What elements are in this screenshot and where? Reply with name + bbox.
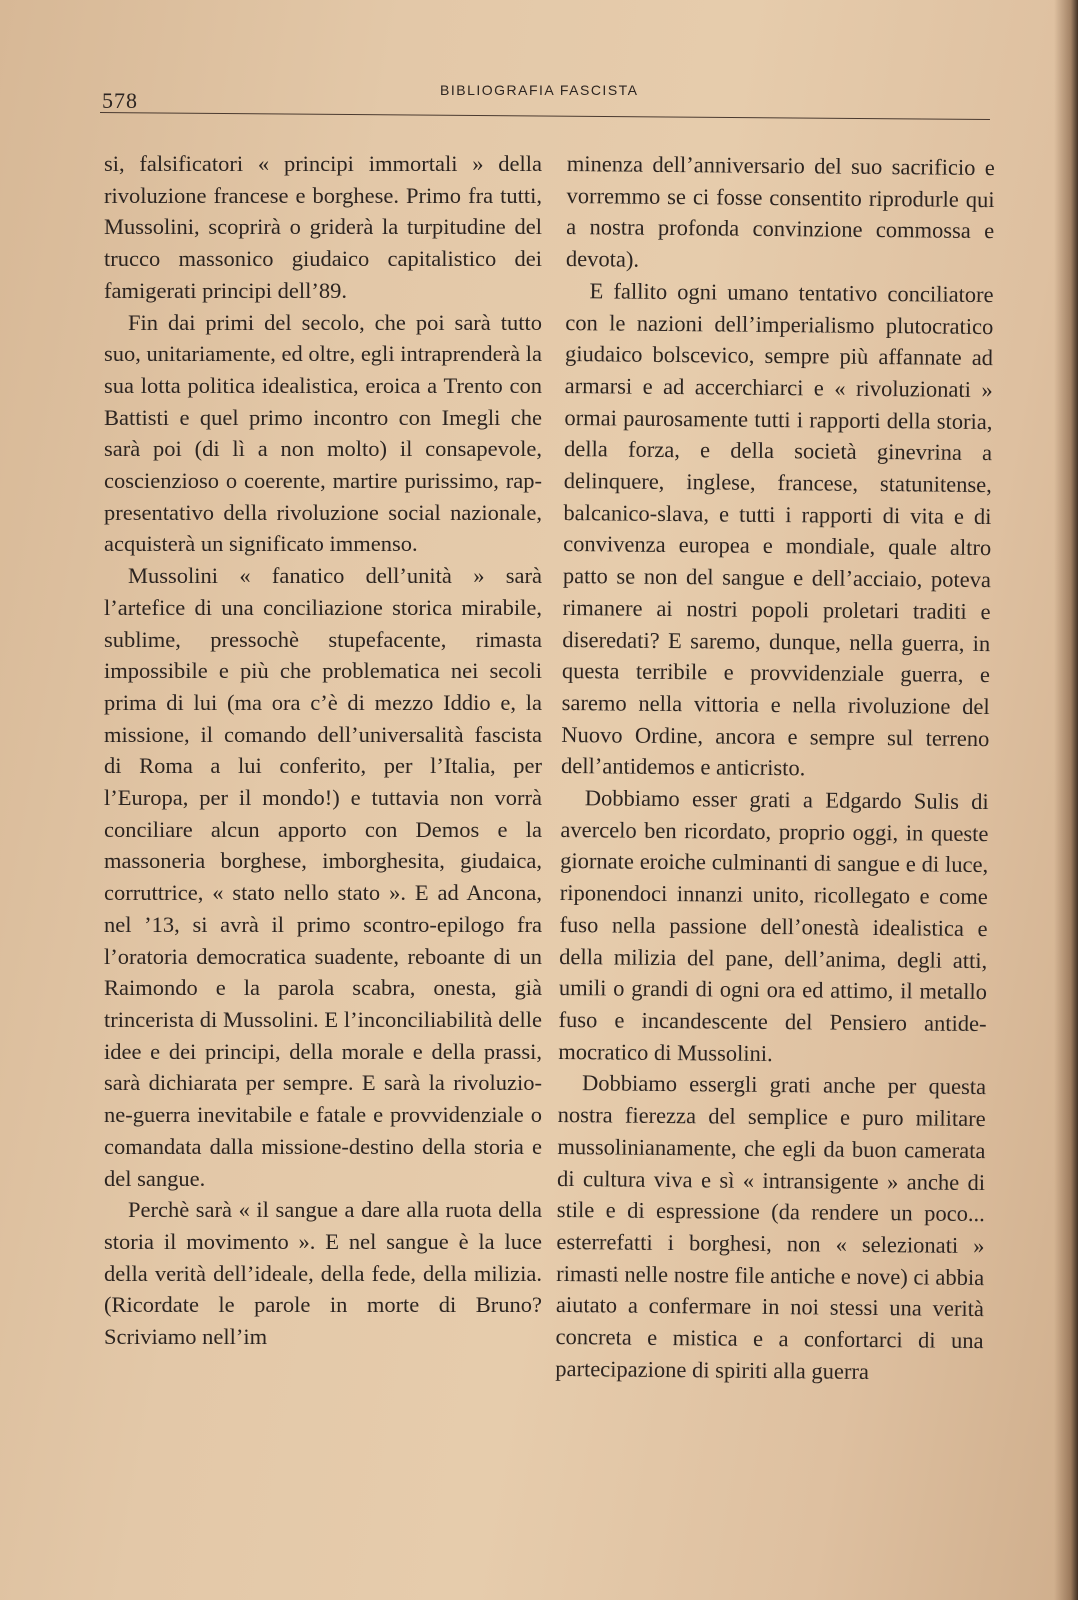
page-edge-shadow [1054,0,1078,1600]
paragraph: Mussolini « fanatico dell’unità » sarà l’artefice di una conciliazione storica mirabile, sublime, pressochè stupefacente, rimasta impossibile e più che problematica nei secoli prima di lui (ma ora c’è di mezzo Iddio e, la missione, il comando dell’universalità fascista di Roma a lui conferito, per l’Italia, per l’Europa, per il mondo!) e tuttavia non vorrà conciliare alcun apporto con Demos e la massoneria borghese, imborghesita, giudaica, corruttrice, « stato nello stato ». E ad Ancona, nel ’13, si avrà il primo scontro-epilogo fra l’oratoria democratica suadente, reboante di un Raimondo e la parola scabra, onesta, già trincerista di Mussolini. E l’inconciliabilità delle idee e dei principi, della morale e della prassi, sarà dichiarata per sempre. E sarà la rivoluzione-guerra inevitabile e fatale e provvidenziale o comandata dalla missione-destino della storia e del sangue. [104,563,542,1191]
left-column [104,148,542,1353]
page-number: 578 [102,88,138,113]
running-head: BIBLIOGRAFIA FASCISTA [440,82,639,98]
right-column [555,148,995,1388]
paragraph: Dobbiamo essergli grati anche per questa nostra fierezza del semplice e puro militare mussolinianamente, che egli da buon camerata di cultura viva e sì « intransigente » anche di stile e di espressione (da rendere un poco... esterrefatti i borghesi, non « selezionati » rimasti nelle nostre file antiche e nove) ci abbia aiutato a confermare in noi stessi una verità concreta e mistica e a confortarci di una partecipazione di spiriti alla guerra [555,1070,987,1384]
paragraph: Perchè sarà « il sangue a dare alla ruota della storia il movimento ». E nel sangue è la luce della verità dell’ideale, della fede, della milizia. (Ricordate le parole in morte di Bruno? Scriviamo nell’im [104,1197,542,1350]
paragraph: minenza dell’anniversario del suo sacrificio e vorremmo se ci fosse consentito riprodurle qui a nostra profonda convinzione commossa e devota). [565,150,995,272]
paragraph: Dobbiamo esser grati a Edgardo Sulis di avercelo ben ricordato, proprio oggi, in queste giornate eroiche culminanti di sangue e di luce, riponendoci innanzi unito, ricollegato e come fuso nella passione dell’onestà idealistica e della milizia del pane, dell’anima, degli atti, umili o grandi di ogni ora ed attimo, il metallo fuso e incandescente del Pensiero antidemocratico di Mussolini. [558,785,989,1066]
paragraph: E fallito ogni umano tentativo conciliatore con le nazioni dell’imperialismo plutocratico giudaico bolscevico, sempre più affannate ad armarsi e ad accerchiarci e « rivoluzionati » ormai paurosamente tutti i rapporti della storia, della forza, e della società ginevrina a delinquere, inglese, francese, statunitense, balcanico-slava, e tutti i rapporti di vita e di convivenza europea e mondiale, quale altro patto se non del sangue e dell’acciaio, poteva rimanere ai nostri popoli proletari traditi e diseredati? E saremo, dunque, nella guerra, in questa terribile e provvidenziale guerra, e saremo nella vittoria e nella rivoluzione del Nuovo Ordine, ancora e sempre sul terreno dell’antidemos e anticristo. [560,278,994,781]
paragraph: Fin dai primi del secolo, che poi sarà tutto suo, unitariamente, ed oltre, egli intraprenderà la sua lotta politica idealistica, eroica a Trento con Battisti e quel primo incontro con Imegli che sarà poi (di lì a non molto) il consapevole, coscienzioso o coerente, martire purissimo, rappresentativo della rivoluzione social nazionale, acquisterà un significato immenso. [104,309,542,557]
paragraph: si, falsificatori « principi immortali » della rivoluzione francese e borghese. Primo fra tutti, Mussolini, scoprirà o griderà la turpitudine del trucco massonico giudaico capitalistico dei famigerati principi dell’89. [104,151,542,303]
page-header [100,78,980,118]
header-rule [100,112,990,120]
